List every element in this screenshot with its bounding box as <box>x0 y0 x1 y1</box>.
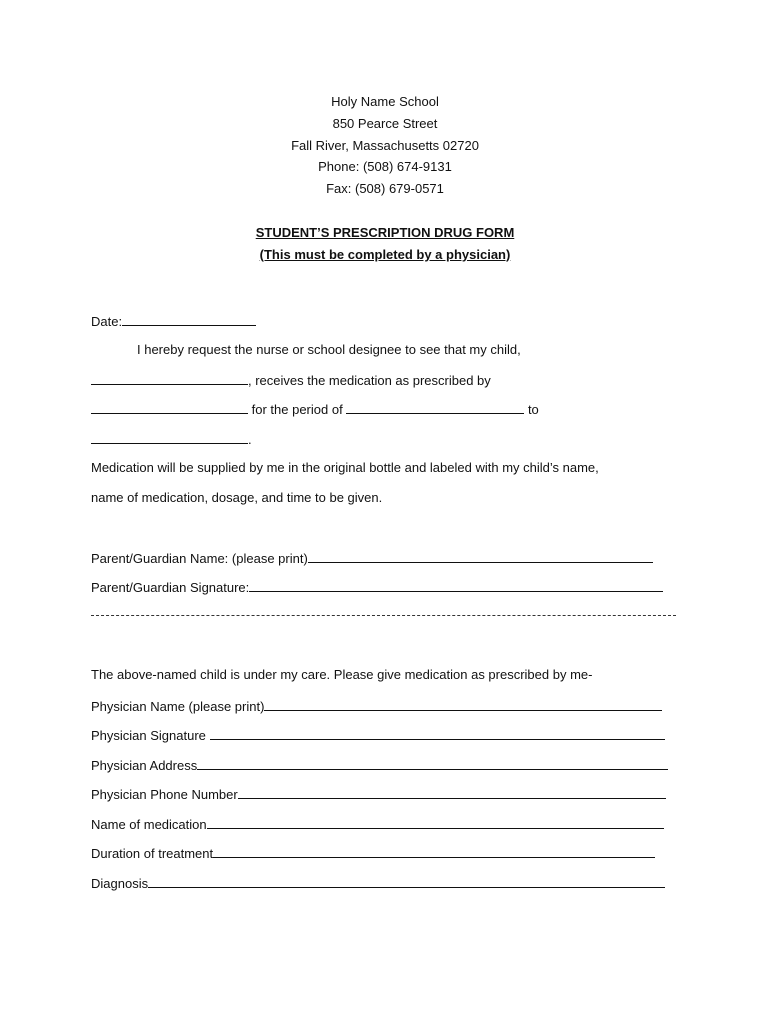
prescriber-field[interactable] <box>91 400 248 414</box>
physician-phone-field[interactable] <box>238 785 666 799</box>
physician-phone-label: Physician Phone Number <box>91 787 238 802</box>
physician-signature-label: Physician Signature <box>91 728 206 743</box>
date-label: Date: <box>91 314 123 329</box>
physician-address-label: Physician Address <box>91 758 198 773</box>
physician-name-label: Physician Name (please print) <box>91 699 265 714</box>
duration-label: Duration of treatment <box>91 846 214 861</box>
request-text: I hereby request the nurse or school designee to see that my child, <box>137 342 521 357</box>
physician-address-field[interactable] <box>197 756 668 770</box>
physician-name-row <box>91 697 662 714</box>
duration-row <box>91 844 655 861</box>
guardian-signature-label: Parent/Guardian Signature: <box>91 580 250 595</box>
physician-name-field[interactable] <box>264 697 662 711</box>
medication-row <box>91 815 664 832</box>
guardian-name-field[interactable] <box>308 549 653 563</box>
form-title: STUDENT’S PRESCRIPTION DRUG FORM <box>255 225 515 240</box>
school-fax: Fax: (508) 679-0571 <box>326 181 444 196</box>
physician-signature-row <box>91 726 665 743</box>
section-divider <box>91 615 676 616</box>
date-row <box>91 312 256 329</box>
supply-text-2: name of medication, dosage, and time to be given. <box>91 490 383 505</box>
period-end-row <box>91 430 252 447</box>
school-name: Holy Name School <box>331 94 439 109</box>
child-name-field[interactable] <box>91 371 248 385</box>
to-text: to <box>527 402 539 417</box>
period-text: for the period of <box>251 402 343 417</box>
diagnosis-row <box>91 874 665 891</box>
physician-intro: The above-named child is under my care. Please give medication as prescribed by me- <box>91 667 593 682</box>
guardian-signature-field[interactable] <box>249 578 663 592</box>
date-field[interactable] <box>122 312 256 326</box>
diagnosis-field[interactable] <box>148 874 665 888</box>
period-end-field[interactable] <box>91 430 248 444</box>
duration-field[interactable] <box>213 844 655 858</box>
receives-text: , receives the medication as prescribed by <box>248 373 491 388</box>
physician-phone-row <box>91 785 666 802</box>
physician-signature-field[interactable] <box>210 726 665 740</box>
medication-field[interactable] <box>207 815 664 829</box>
school-street: 850 Pearce Street <box>332 116 438 131</box>
guardian-signature-row <box>91 578 663 595</box>
period-end-punct: . <box>248 432 252 447</box>
diagnosis-label: Diagnosis <box>91 876 149 891</box>
school-city: Fall River, Massachusetts 02720 <box>291 138 479 153</box>
physician-address-row <box>91 756 668 773</box>
period-start-field[interactable] <box>346 400 524 414</box>
medication-label: Name of medication <box>91 817 207 832</box>
supply-text-1: Medication will be supplied by me in the original bottle and labeled with my child’s name, <box>91 460 599 475</box>
guardian-name-row <box>91 549 653 566</box>
form-subtitle: (This must be completed by a physician) <box>259 247 511 262</box>
school-phone: Phone: (508) 674-9131 <box>318 159 452 174</box>
period-row <box>91 400 539 417</box>
guardian-name-label: Parent/Guardian Name: (please print) <box>91 551 308 566</box>
child-row <box>91 371 491 388</box>
